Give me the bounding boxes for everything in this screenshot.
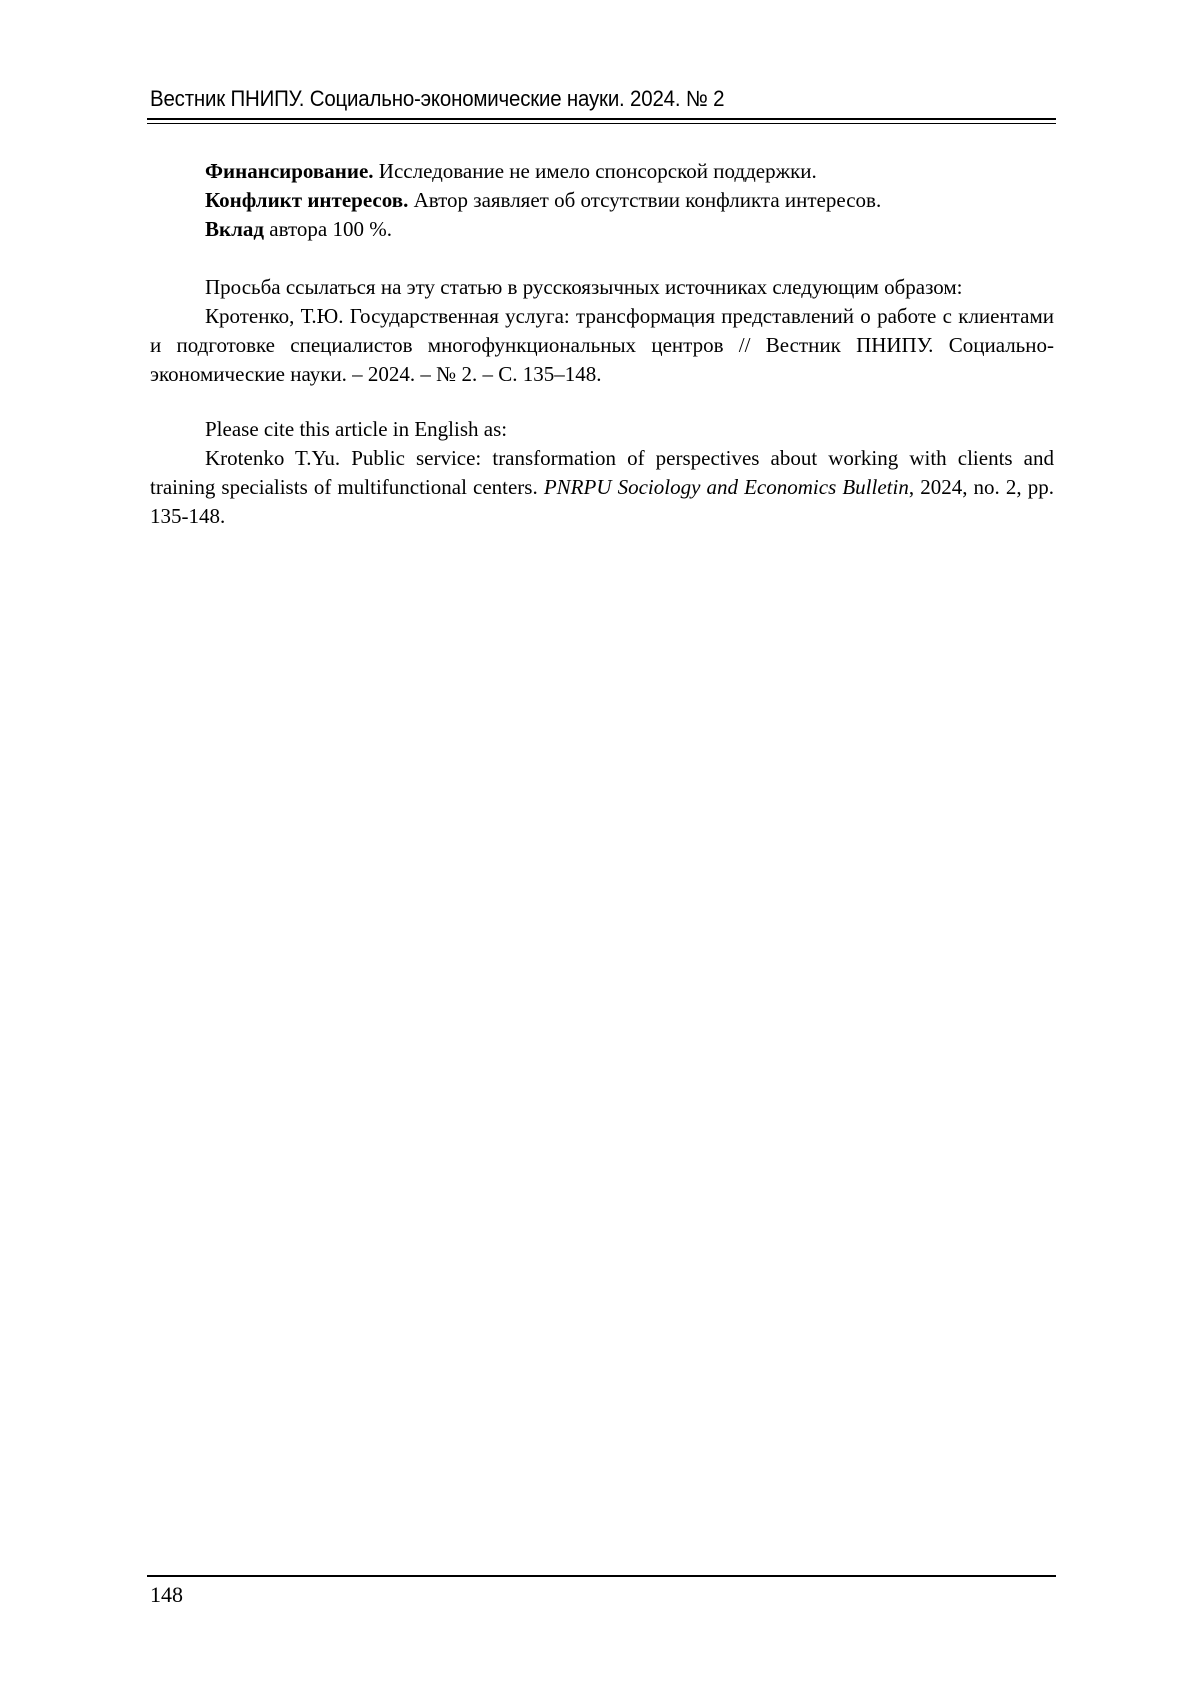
header-rule-thick	[147, 118, 1056, 120]
citation-en-intro: Please cite this article in English as:	[205, 417, 508, 441]
citation-en-block	[150, 415, 1054, 531]
conflict-text: Автор заявляет об отсутствии конфликта интересов.	[408, 188, 882, 212]
citation-ru-intro: Просьба ссылаться на эту статью в русскоязычных источниках следующим образом:	[205, 275, 963, 299]
funding-label: Финансирование.	[205, 159, 374, 183]
declarations-block	[150, 157, 1054, 244]
funding-statement	[150, 157, 1054, 186]
footer-rule	[147, 1575, 1056, 1577]
conflict-label: Конфликт интересов.	[205, 188, 409, 212]
citation-ru-block	[150, 273, 1054, 389]
page-number: 148	[150, 1582, 183, 1607]
citation-ru-reference: Кротенко, Т.Ю. Государственная услуга: трансформация представлений о работе с клиентами и подготовке специалистов многофункциональных центров // Вестник ПНИПУ. Социально-экономические науки. – 2024. – № 2. – С. 135–148.	[150, 304, 1054, 386]
running-header: Вестник ПНИПУ. Социально-экономические науки. 2024. № 2	[150, 86, 725, 111]
contribution-text: автора 100 %.	[264, 217, 392, 241]
conflict-statement	[150, 186, 1054, 215]
citation-en-journal: PNRPU Sociology and Economics Bulletin	[543, 475, 909, 499]
citation-en-reference-start: Krotenko T.Yu. Public service: transformation of perspectives about working with clients and training specialists of multifunctional centers.	[150, 446, 1054, 499]
funding-text: Исследование не имело спонсорской поддержки.	[373, 159, 817, 183]
header-rule-thin	[147, 123, 1056, 124]
citation-en-reference-end: , 2024, no. 2, pp. 135-148.	[150, 475, 1055, 528]
contribution-label: Вклад	[205, 217, 265, 241]
citation-en-reference	[150, 444, 1054, 531]
contribution-statement	[150, 215, 1054, 244]
